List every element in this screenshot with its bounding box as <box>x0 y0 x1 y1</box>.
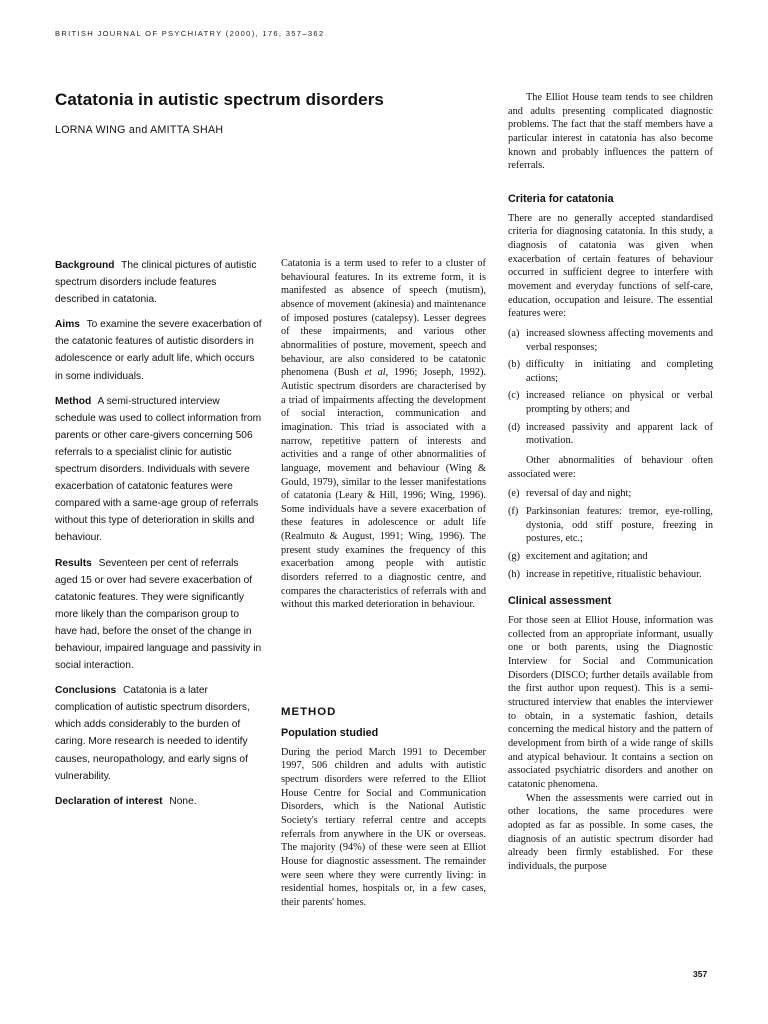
abstract-method <box>55 393 262 547</box>
list-item <box>508 358 713 385</box>
intro-paragraph <box>281 257 486 612</box>
abstract-aims <box>55 316 262 384</box>
other-abnormalities-paragraph: Other abnormalities of behaviour often associated were: <box>508 455 713 480</box>
list-marker: (c) <box>508 390 520 402</box>
article-authors: LORNA WING and AMITTA SHAH <box>55 124 224 136</box>
method-heading: METHOD <box>281 706 337 718</box>
abstract-label: Results <box>55 557 92 569</box>
list-marker: (e) <box>508 488 520 500</box>
right-column <box>508 91 713 873</box>
abstract-declaration <box>55 793 262 810</box>
list-marker: (f) <box>508 506 519 518</box>
list-marker: (b) <box>508 359 521 371</box>
abstract-label: Background <box>55 260 115 271</box>
abstract-label: Conclusions <box>55 685 117 697</box>
criteria-paragraph: There are no generally accepted standardised criteria for diagnosing catatonia. In this study, a diagnosis of catatonia was given when exacerbation of certain features of behaviour occurred in sufficient degree to interfere with movement and everyday functions of self-care, education, occupation and leisure. The essential features were: <box>508 212 713 320</box>
abstract-text: Catatonia is a later complication of autistic spectrum disorders, which adds considerably to the burden of caring. More research is needed to identify causes, neuropathology, and early signs of vulnerability. <box>55 685 250 782</box>
list-item <box>508 487 713 501</box>
list-item <box>508 568 713 582</box>
list-item <box>508 389 713 416</box>
list-item <box>508 421 713 448</box>
abstract-label: Aims <box>55 319 80 331</box>
list-text: increase in repetitive, ritualistic behaviour. <box>526 568 702 580</box>
criteria-heading: Criteria for catatonia <box>508 192 614 205</box>
intro-column <box>281 257 486 612</box>
abstract-text: A semi-structured interview schedule was used to collect information from parents or other care-givers concerning 506 referrals to a specialist clinic for autistic spectrum disorders. Individuals with severe exacerbation of catatonic features were compared with a same-age group of referrals without this type of deterioration in skills and behaviour. <box>55 395 262 544</box>
abstract-text: To examine the severe exacerbation of the catatonic features of autistic disorders in adolescence or early adult life, which occurs in some individuals. <box>55 319 262 382</box>
list-text: reversal of day and night; <box>526 488 632 500</box>
abstract-label: Declaration of interest <box>55 795 163 807</box>
list-item <box>508 327 713 354</box>
intro-text-part: Catatonia is a term used to refer to a cluster of behavioural features. In its extreme form, it is manifested as absence of speech (mutism), absence of movement (akinesia) and maintenance of imposed postures (catalepsy). Lesser degrees of these impairments, and various other abnormalities of posture, movement, speech and behaviour, are also considered to be catatonic phenomena (Bush <box>281 258 486 379</box>
intro-etal: et al <box>364 367 386 379</box>
list-marker: (a) <box>508 327 520 339</box>
abstract-text: The clinical pictures of autistic spectrum disorders include features described in catatonia. <box>55 260 257 306</box>
list-text: excitement and agitation; and <box>526 551 648 563</box>
other-features-list <box>508 487 713 581</box>
list-item <box>508 505 713 546</box>
list-text: increased reliance on physical or verbal prompting by others; and <box>526 390 713 416</box>
abstract-conclusions <box>55 682 262 785</box>
list-text: difficulty in initiating and completing actions; <box>526 359 713 384</box>
abstract <box>55 257 262 818</box>
running-head: BRITISH JOURNAL OF PSYCHIATRY (2000), 176, 357–362 <box>55 29 325 38</box>
list-text: Parkinsonian features: tremor, eye-rolling, dystonia, odd stiff posture, freezing in postures, etc.; <box>526 506 713 545</box>
elsewhere-paragraph: When the assessments were carried out in other locations, the same procedures were adopted as far as possible. In some cases, the diagnosis of an autistic spectrum disorder had already been firmly established. For these individuals, the purpose <box>508 792 713 872</box>
list-marker: (g) <box>508 551 521 563</box>
list-item <box>508 550 713 564</box>
population-paragraph: During the period March 1991 to December 1997, 506 children and adults with autistic spectrum disorders were referred to the Elliot House Centre for Social and Communication Disorders, which is the National Autistic Society's tertiary referral centre and accepts referrals from anywhere in the UK or overseas. The majority (94%) of these were seen at Elliot House for diagnostic assessment. The remainder were seen where they were currently living: in residential homes, hospitals or, in a few cases, their parents' homes. <box>281 746 486 908</box>
population-section <box>281 727 486 910</box>
abstract-label: Method <box>55 395 92 407</box>
list-text: increased passivity and apparent lack of motivation. <box>526 421 713 447</box>
abstract-results <box>55 555 262 675</box>
abstract-background <box>55 257 262 308</box>
list-marker: (d) <box>508 421 521 433</box>
intro-text-part: , 1996; Joseph, 1992). Autistic spectrum disorders are characterised by a triad of impairments affecting the development of social interaction, communication and imagination. This triad is associated with a narrow, repetitive pattern of interests and activities and a range of other abnormalities of language, movement and behaviour (Wing & Gould, 1979), similar to the lesser manifestations of catatonia (Leary & Hill, 1996; Wing, 1996). Some individuals have a severe exacerbation of these features in adolescence or adult life (Realmuto & August, 1991; Wing, 1996). The present study examines the frequency of this exacerbation among people with autistic disorders referred to a diagnostic centre, and compares the characteristics of referrals with and without this marked deterioration in behaviour. <box>281 367 486 611</box>
essential-features-list <box>508 327 713 448</box>
clinical-paragraph: For those seen at Elliot House, information was collected from an appropriate informant, usually one or both parents, using the Diagnostic Interview for Social and Communication Disorders (DISCO; further details available from the first author upon request). This is a semi-structured interview that enables the interviewer to obtain, in a systematic fashion, details concerning the medical history and the pattern of development from birth of a wide range of skills and atypical behaviour. It contains a section on associated psychiatric disorders and another on catatonic phenomena. <box>508 615 713 790</box>
team-paragraph: The Elliot House team tends to see children and adults presenting complicated diagnostic problems. The fact that the staff members have a particular interest in catatonia has also become known and probably influences the pattern of referrals. <box>508 92 713 172</box>
abstract-text: None. <box>169 795 197 807</box>
article-title: Catatonia in autistic spectrum disorders <box>55 90 384 109</box>
page-number: 357 <box>693 969 708 979</box>
clinical-heading: Clinical assessment <box>508 595 612 608</box>
population-heading: Population studied <box>281 727 379 739</box>
abstract-text: Seventeen per cent of referrals aged 15 or over had severe exacerbation of catatonic features. They were significantly more likely than the comparison group to have had, before the onset of the change in behaviour, impaired language and passivity in social interaction. <box>55 557 262 672</box>
list-text: increased slowness affecting movements and verbal responses; <box>526 327 713 353</box>
list-marker: (h) <box>508 568 521 580</box>
